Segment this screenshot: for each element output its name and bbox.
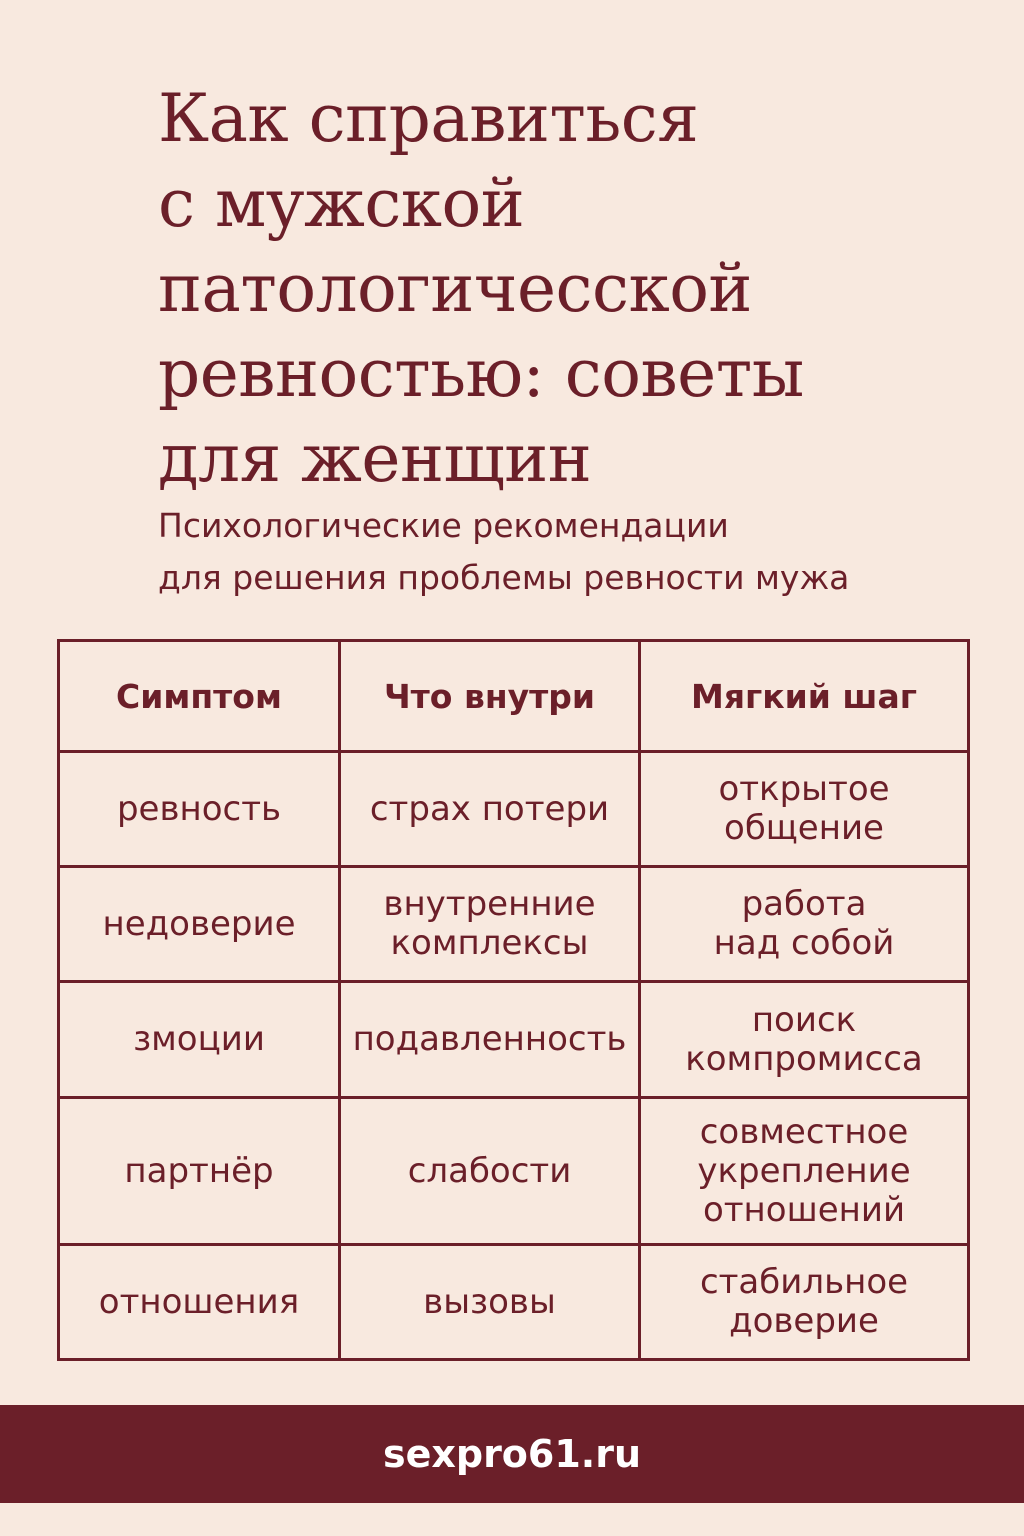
page-title bbox=[158, 76, 978, 501]
title-line: для женщин bbox=[158, 420, 592, 497]
advice-table bbox=[57, 639, 970, 1361]
site-link[interactable]: sexpro61.ru bbox=[382, 1432, 642, 1476]
header-symptom: Симптом bbox=[59, 641, 340, 752]
title-line: патологичесской bbox=[158, 250, 752, 327]
inside-cell: слабости bbox=[340, 1098, 640, 1245]
step-cell: поиск компромисса bbox=[640, 982, 969, 1098]
table-row bbox=[59, 1245, 969, 1360]
page-subtitle bbox=[158, 500, 998, 604]
header-step: Мягкий шаг bbox=[640, 641, 969, 752]
subtitle-line: для решения проблемы ревности мужа bbox=[158, 558, 850, 597]
table-header-row bbox=[59, 641, 969, 752]
subtitle-line: Психологические рекомендации bbox=[158, 506, 729, 545]
step-cell: стабильное доверие bbox=[640, 1245, 969, 1360]
title-line: Как справиться bbox=[158, 80, 699, 157]
footer-bar bbox=[0, 1405, 1024, 1503]
table-row bbox=[59, 982, 969, 1098]
inside-cell: вызовы bbox=[340, 1245, 640, 1360]
header-inside: Что внутри bbox=[340, 641, 640, 752]
table-row bbox=[59, 1098, 969, 1245]
symptom-cell: змоции bbox=[59, 982, 340, 1098]
table-row bbox=[59, 752, 969, 867]
inside-cell: подавленность bbox=[340, 982, 640, 1098]
step-cell: совместное укрепление отношений bbox=[640, 1098, 969, 1245]
title-line: с мужской bbox=[158, 165, 525, 242]
title-line: ревностью: советы bbox=[158, 335, 804, 412]
step-cell: работа над собой bbox=[640, 867, 969, 982]
step-cell: открытое общение bbox=[640, 752, 969, 867]
symptom-cell: отношения bbox=[59, 1245, 340, 1360]
table-row bbox=[59, 867, 969, 982]
inside-cell: страх потери bbox=[340, 752, 640, 867]
inside-cell: внутренние комплексы bbox=[340, 867, 640, 982]
symptom-cell: недоверие bbox=[59, 867, 340, 982]
symptom-cell: ревность bbox=[59, 752, 340, 867]
symptom-cell: партнёр bbox=[59, 1098, 340, 1245]
